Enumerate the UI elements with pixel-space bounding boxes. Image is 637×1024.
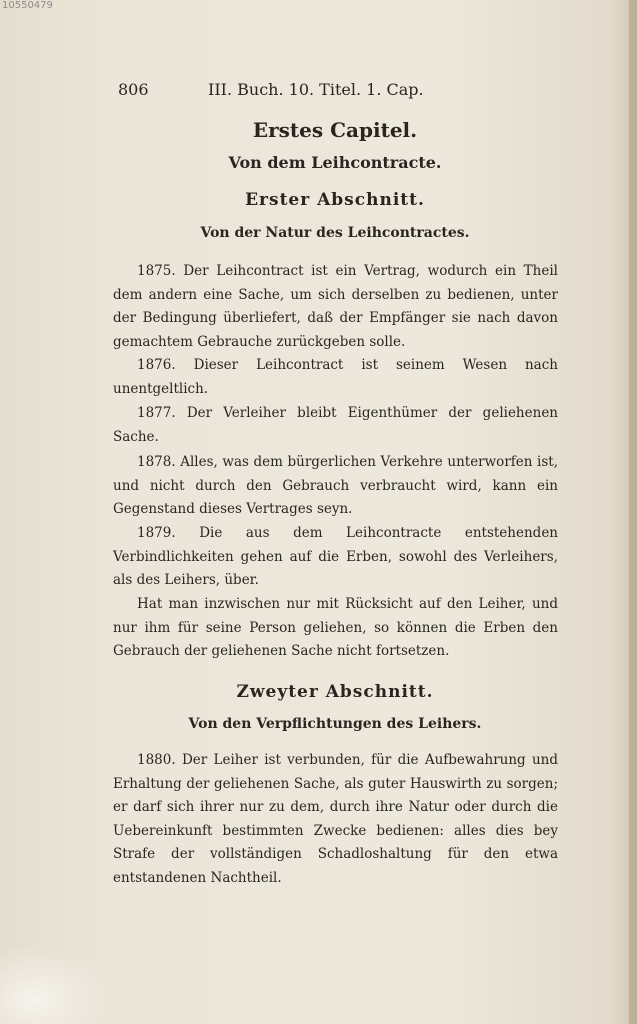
paragraph-1875: [113, 260, 558, 354]
paragraph-1876: [113, 354, 558, 401]
paragraph-text: Alles, was dem bürgerlichen Verkehre unterworfen ist, und nicht durch den Gebrauch verbraucht wird, kann ein Gegenstand dieses Vertrages seyn.: [113, 454, 558, 518]
paragraph-inheritance-note: [113, 593, 558, 664]
paragraph-text: Der Leihcontract ist ein Vertrag, wodurch ein Theil dem andern eine Sache, um sich derselben zu bedienen, unter der Bedingung überliefert, daß der Empfänger sie nach davon gemachtem Gebrauche zurückgeben solle.: [113, 263, 559, 350]
paragraph-number: 1878.: [137, 454, 176, 470]
paragraph-number: 1880.: [137, 752, 176, 768]
paper-blot: [0, 944, 110, 1024]
chapter-subtitle: Von dem Leihcontracte.: [228, 153, 442, 172]
section-2-title: Zweyter Abschnitt.: [236, 682, 434, 702]
page-number: 806: [118, 80, 149, 99]
paragraph-1879: [113, 522, 558, 593]
paragraph-text: Der Leiher ist verbunden, für die Aufbewahrung und Erhaltung der geliehenen Sache, als guter Hauswirth zu sorgen; er darf sich ihrer nur zu dem, durch ihre Natur oder durch die Uebereinkunft bestimmten Zwecke bedienen: alles dies bey Strafe der vollständigen Schadloshaltung für den etwa entstandenen Nachtheil.: [113, 752, 558, 886]
paragraph-1880: [113, 749, 558, 891]
paragraph-1878: [113, 451, 558, 522]
running-title: III. Buch. 10. Titel. 1. Cap.: [208, 80, 424, 99]
paragraph-number: 1876.: [137, 357, 176, 373]
paragraph-text: Die aus dem Leihcontracte entstehenden Verbindlichkeiten gehen auf die Erben, sowohl des Verleihers, als des Leihers, über.: [113, 525, 558, 589]
paragraph-text: Dieser Leihcontract ist seinem Wesen nach unentgeltlich.: [113, 357, 558, 397]
paragraph-text: Der Verleiher bleibt Eigenthümer der geliehenen Sache.: [113, 405, 558, 445]
section-1-subtitle: Von der Natur des Leihcontractes.: [200, 225, 470, 241]
section-2-subtitle: Von den Verpflichtungen des Leihers.: [188, 716, 482, 732]
watermark-id: 10550479: [2, 0, 53, 11]
paragraph-number: 1877.: [137, 405, 176, 421]
paragraph-number: 1879.: [137, 525, 176, 541]
paragraph-1877: [113, 402, 558, 449]
section-1-title: Erster Abschnitt.: [245, 190, 425, 210]
paragraph-number: 1875.: [137, 263, 176, 279]
chapter-title: Erstes Capitel.: [252, 118, 418, 142]
paragraph-text: Hat man inzwischen nur mit Rücksicht auf den Leiher, und nur ihm für seine Person geliehen, so können die Erben den Gebrauch der geliehenen Sache nicht fortsetzen.: [113, 596, 558, 660]
page-edge: [629, 0, 637, 1024]
